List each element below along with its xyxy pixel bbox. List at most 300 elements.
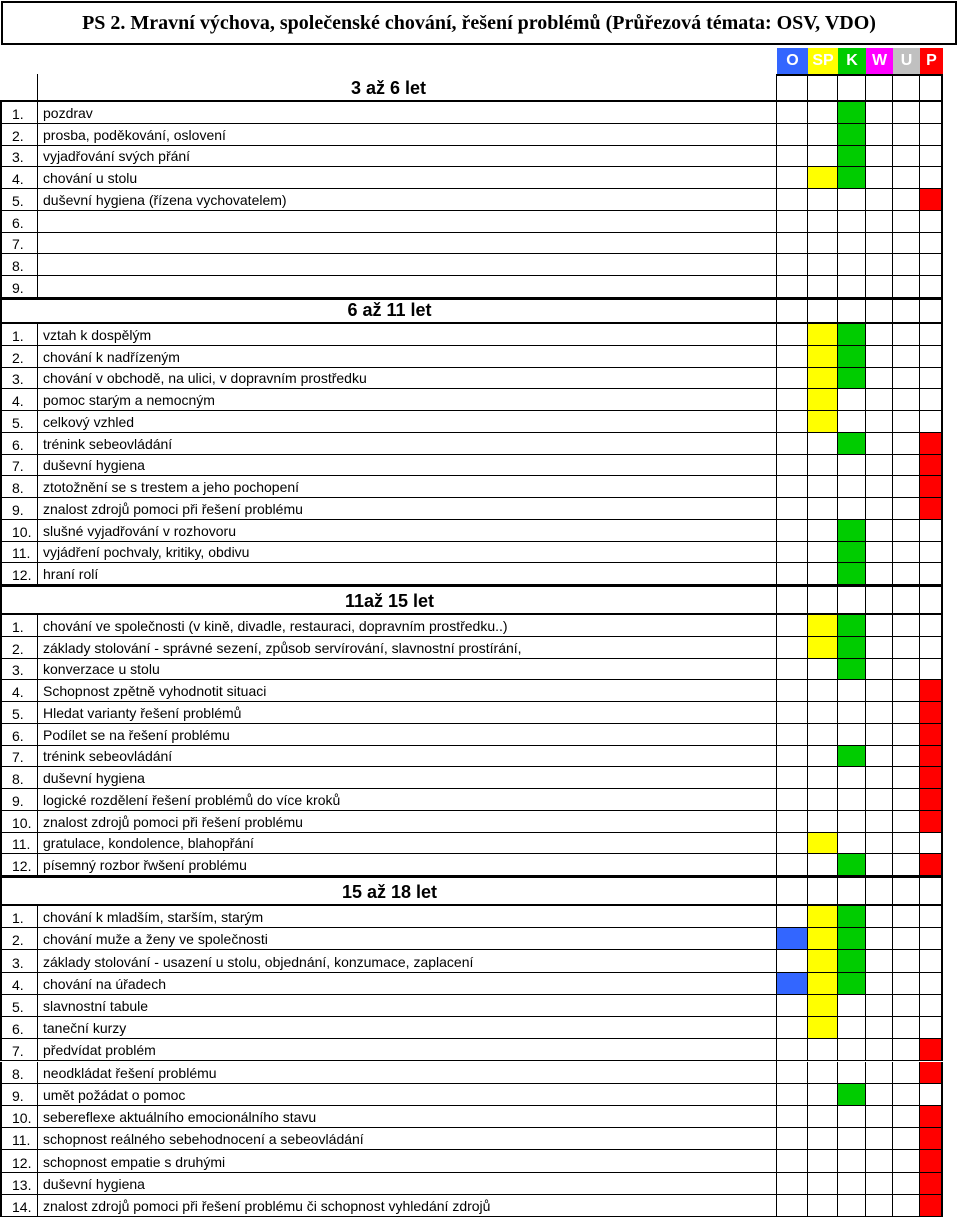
- row-number: 1.: [0, 324, 38, 346]
- mark-empty: [866, 542, 893, 564]
- mark-empty: [777, 746, 808, 768]
- row-text: chování ve společnosti (v kině, divadle, restauraci, dopravním prostředku..): [38, 615, 777, 637]
- row-text: pozdrav: [38, 102, 777, 124]
- mark-k-filled: [838, 950, 866, 972]
- row-number: 5.: [0, 189, 38, 211]
- mark-empty: [808, 433, 838, 455]
- row-number: 12.: [0, 563, 38, 585]
- mark-empty: [920, 659, 943, 681]
- mark-empty: [866, 124, 893, 146]
- mark-empty: [838, 1150, 866, 1172]
- mark-p-filled: [920, 1062, 943, 1084]
- mark-empty: [866, 637, 893, 659]
- row-number: 7.: [0, 455, 38, 477]
- mark-empty: [920, 1017, 943, 1039]
- row-number: 9.: [0, 789, 38, 811]
- column-header-k: K: [838, 48, 866, 74]
- row-number: 1.: [0, 615, 38, 637]
- mark-empty: [838, 1039, 866, 1061]
- row-number: 12.: [0, 1150, 38, 1172]
- mark-sp-filled: [808, 928, 838, 950]
- mark-p-filled: [920, 746, 943, 768]
- mark-empty: [893, 346, 920, 368]
- mark-k-filled: [838, 146, 866, 168]
- mark-empty: [808, 789, 838, 811]
- mark-empty: [920, 167, 943, 189]
- mark-empty: [893, 702, 920, 724]
- row-number: 11.: [0, 833, 38, 855]
- row-number: 14.: [0, 1195, 38, 1217]
- mark-empty: [777, 520, 808, 542]
- mark-k-filled: [838, 346, 866, 368]
- mark-empty: [866, 233, 893, 255]
- row-text: slavnostní tabule: [38, 995, 777, 1017]
- mark-empty: [920, 833, 943, 855]
- mark-p-filled: [920, 724, 943, 746]
- mark-empty: [920, 211, 943, 233]
- row-text: logické rozdělení řešení problémů do více kroků: [38, 789, 777, 811]
- mark-empty: [838, 389, 866, 411]
- mark-empty: [838, 1106, 866, 1128]
- row-text: [38, 254, 777, 276]
- mark-empty: [838, 995, 866, 1017]
- mark-k-filled: [838, 563, 866, 585]
- mark-empty: [808, 1062, 838, 1084]
- mark-empty: [777, 433, 808, 455]
- row-text: znalost zdrojů pomoci při řešení problému či schopnost vyhledání zdrojů: [38, 1195, 777, 1217]
- mark-empty: [893, 680, 920, 702]
- mark-empty: [777, 102, 808, 124]
- heading-mark-cell: [920, 876, 943, 906]
- mark-empty: [838, 767, 866, 789]
- row-number: 10.: [0, 811, 38, 833]
- mark-empty: [893, 1128, 920, 1150]
- mark-empty: [920, 995, 943, 1017]
- mark-empty: [838, 411, 866, 433]
- mark-empty: [866, 854, 893, 876]
- mark-empty: [866, 1173, 893, 1195]
- row-text: schopnost empatie s druhými: [38, 1150, 777, 1172]
- mark-sp-filled: [808, 973, 838, 995]
- mark-empty: [893, 973, 920, 995]
- mark-empty: [920, 973, 943, 995]
- heading-mark-cell: [893, 876, 920, 906]
- mark-o-filled: [777, 928, 808, 950]
- mark-empty: [920, 615, 943, 637]
- mark-k-filled: [838, 1084, 866, 1106]
- row-text: duševní hygiena: [38, 1173, 777, 1195]
- section-heading: 11až 15 let: [0, 585, 777, 615]
- mark-empty: [866, 146, 893, 168]
- mark-k-filled: [838, 973, 866, 995]
- mark-empty: [893, 389, 920, 411]
- row-text: neodkládat řešení problému: [38, 1062, 777, 1084]
- mark-empty: [893, 950, 920, 972]
- mark-empty: [920, 542, 943, 564]
- mark-empty: [808, 702, 838, 724]
- mark-empty: [838, 833, 866, 855]
- mark-empty: [866, 520, 893, 542]
- mark-k-filled: [838, 324, 866, 346]
- mark-empty: [808, 542, 838, 564]
- mark-empty: [893, 124, 920, 146]
- mark-k-filled: [838, 615, 866, 637]
- mark-empty: [866, 211, 893, 233]
- mark-k-filled: [838, 542, 866, 564]
- mark-empty: [866, 950, 893, 972]
- mark-empty: [893, 276, 920, 298]
- heading-mark-cell: [838, 298, 866, 324]
- mark-empty: [838, 702, 866, 724]
- heading-mark-cell: [808, 876, 838, 906]
- mark-empty: [838, 1128, 866, 1150]
- heading-mark-cell: [838, 74, 866, 102]
- mark-p-filled: [920, 476, 943, 498]
- mark-sp-filled: [808, 637, 838, 659]
- mark-empty: [866, 498, 893, 520]
- mark-empty: [838, 211, 866, 233]
- mark-empty: [777, 276, 808, 298]
- mark-empty: [777, 702, 808, 724]
- mark-empty: [866, 906, 893, 928]
- mark-empty: [808, 854, 838, 876]
- mark-sp-filled: [808, 167, 838, 189]
- mark-empty: [866, 1039, 893, 1061]
- row-text: předvídat problém: [38, 1039, 777, 1061]
- mark-empty: [777, 124, 808, 146]
- row-text: taneční kurzy: [38, 1017, 777, 1039]
- mark-k-filled: [838, 368, 866, 390]
- row-text: chování muže a ženy ve společnosti: [38, 928, 777, 950]
- row-number: 2.: [0, 124, 38, 146]
- mark-empty: [808, 276, 838, 298]
- heading-mark-cell: [777, 298, 808, 324]
- mark-empty: [808, 1084, 838, 1106]
- mark-empty: [838, 1195, 866, 1217]
- row-number: 6.: [0, 724, 38, 746]
- mark-empty: [893, 1084, 920, 1106]
- mark-empty: [838, 276, 866, 298]
- mark-p-filled: [920, 1128, 943, 1150]
- mark-empty: [866, 189, 893, 211]
- mark-k-filled: [838, 124, 866, 146]
- mark-p-filled: [920, 854, 943, 876]
- row-number: 9.: [0, 498, 38, 520]
- section-heading: 3 až 6 let: [0, 74, 777, 102]
- mark-empty: [866, 1106, 893, 1128]
- row-number: 4.: [0, 973, 38, 995]
- row-number: 4.: [0, 680, 38, 702]
- mark-empty: [808, 1150, 838, 1172]
- mark-empty: [808, 1106, 838, 1128]
- mark-empty: [808, 498, 838, 520]
- mark-empty: [893, 1039, 920, 1061]
- mark-empty: [893, 995, 920, 1017]
- mark-empty: [777, 615, 808, 637]
- mark-empty: [777, 211, 808, 233]
- mark-empty: [808, 1195, 838, 1217]
- mark-empty: [866, 995, 893, 1017]
- mark-empty: [777, 189, 808, 211]
- row-text: základy stolování - správné sezení, způsob servírování, slavnostní prostírání,: [38, 637, 777, 659]
- mark-empty: [866, 167, 893, 189]
- section-heading: 6 až 11 let: [0, 298, 777, 324]
- mark-empty: [893, 189, 920, 211]
- mark-empty: [866, 1128, 893, 1150]
- mark-empty: [838, 1173, 866, 1195]
- row-number: 13.: [0, 1173, 38, 1195]
- mark-empty: [777, 455, 808, 477]
- mark-empty: [893, 854, 920, 876]
- column-header-p: P: [920, 48, 943, 74]
- mark-empty: [838, 1017, 866, 1039]
- row-text: vyjadřování svých přání: [38, 146, 777, 168]
- row-number: 6.: [0, 211, 38, 233]
- row-text: Schopnost zpětně vyhodnotit situaci: [38, 680, 777, 702]
- mark-empty: [777, 563, 808, 585]
- column-header-w: W: [866, 48, 893, 74]
- mark-sp-filled: [808, 615, 838, 637]
- mark-empty: [893, 833, 920, 855]
- mark-empty: [866, 276, 893, 298]
- section-heading: 15 až 18 let: [0, 876, 777, 906]
- row-text: chování v obchodě, na ulici, v dopravním prostředku: [38, 368, 777, 390]
- mark-empty: [893, 906, 920, 928]
- mark-sp-filled: [808, 1017, 838, 1039]
- mark-p-filled: [920, 1106, 943, 1128]
- mark-empty: [777, 680, 808, 702]
- mark-empty: [808, 563, 838, 585]
- mark-empty: [920, 563, 943, 585]
- mark-empty: [808, 811, 838, 833]
- mark-p-filled: [920, 680, 943, 702]
- heading-mark-cell: [838, 876, 866, 906]
- mark-empty: [893, 411, 920, 433]
- row-text: základy stolování - usazení u stolu, objednání, konzumace, zaplacení: [38, 950, 777, 972]
- mark-p-filled: [920, 702, 943, 724]
- mark-empty: [777, 254, 808, 276]
- mark-empty: [838, 254, 866, 276]
- mark-empty: [838, 233, 866, 255]
- row-number: 3.: [0, 146, 38, 168]
- mark-empty: [808, 1039, 838, 1061]
- mark-empty: [866, 368, 893, 390]
- row-text: chování k mladším, starším, starým: [38, 906, 777, 928]
- row-text: trénink sebeovládání: [38, 746, 777, 768]
- row-text: chování na úřadech: [38, 973, 777, 995]
- row-number: 5.: [0, 995, 38, 1017]
- row-number: 10.: [0, 520, 38, 542]
- mark-sp-filled: [808, 950, 838, 972]
- row-number: 2.: [0, 346, 38, 368]
- row-text: duševní hygiena (řízena vychovatelem): [38, 189, 777, 211]
- mark-sp-filled: [808, 324, 838, 346]
- mark-empty: [838, 189, 866, 211]
- mark-empty: [866, 724, 893, 746]
- mark-empty: [866, 1084, 893, 1106]
- mark-empty: [777, 1150, 808, 1172]
- mark-empty: [893, 659, 920, 681]
- mark-k-filled: [838, 746, 866, 768]
- row-text: znalost zdrojů pomoci při řešení problému: [38, 811, 777, 833]
- mark-empty: [920, 102, 943, 124]
- mark-empty: [893, 811, 920, 833]
- heading-mark-cell: [866, 876, 893, 906]
- mark-empty: [777, 1128, 808, 1150]
- row-number: 5.: [0, 411, 38, 433]
- mark-empty: [777, 1062, 808, 1084]
- row-number: 1.: [0, 102, 38, 124]
- mark-empty: [893, 1195, 920, 1217]
- mark-empty: [866, 767, 893, 789]
- mark-empty: [838, 680, 866, 702]
- mark-empty: [893, 1150, 920, 1172]
- row-number: 8.: [0, 476, 38, 498]
- mark-empty: [893, 324, 920, 346]
- mark-empty: [866, 433, 893, 455]
- heading-mark-cell: [866, 74, 893, 102]
- mark-empty: [893, 520, 920, 542]
- row-number: 7.: [0, 233, 38, 255]
- mark-empty: [866, 563, 893, 585]
- row-text: vyjádření pochvaly, kritiky, obdivu: [38, 542, 777, 564]
- mark-sp-filled: [808, 995, 838, 1017]
- mark-empty: [866, 1195, 893, 1217]
- mark-empty: [893, 1062, 920, 1084]
- row-text: znalost zdrojů pomoci při řešení problému: [38, 498, 777, 520]
- mark-empty: [866, 1062, 893, 1084]
- mark-p-filled: [920, 1150, 943, 1172]
- mark-empty: [866, 324, 893, 346]
- mark-empty: [893, 146, 920, 168]
- row-text: prosba, poděkování, oslovení: [38, 124, 777, 146]
- mark-empty: [893, 724, 920, 746]
- heading-mark-cell: [866, 298, 893, 324]
- mark-k-filled: [838, 102, 866, 124]
- heading-mark-cell: [920, 585, 943, 615]
- mark-empty: [777, 146, 808, 168]
- mark-empty: [808, 746, 838, 768]
- mark-empty: [893, 433, 920, 455]
- mark-empty: [893, 1106, 920, 1128]
- row-text: slušné vyjadřování v rozhovoru: [38, 520, 777, 542]
- mark-empty: [808, 659, 838, 681]
- mark-empty: [866, 254, 893, 276]
- mark-empty: [866, 789, 893, 811]
- mark-empty: [838, 811, 866, 833]
- mark-empty: [777, 811, 808, 833]
- mark-empty: [808, 102, 838, 124]
- row-text: celkový vzhled: [38, 411, 777, 433]
- mark-empty: [838, 789, 866, 811]
- mark-empty: [777, 724, 808, 746]
- mark-sp-filled: [808, 833, 838, 855]
- marks-left-border: [776, 74, 777, 1217]
- row-text: schopnost reálného sebehodnocení a sebeovládání: [38, 1128, 777, 1150]
- mark-empty: [866, 833, 893, 855]
- mark-p-filled: [920, 767, 943, 789]
- mark-empty: [866, 476, 893, 498]
- mark-empty: [777, 368, 808, 390]
- mark-empty: [920, 950, 943, 972]
- row-text: chování k nadřízeným: [38, 346, 777, 368]
- row-text: gratulace, kondolence, blahopřání: [38, 833, 777, 855]
- mark-empty: [893, 498, 920, 520]
- row-number: 8.: [0, 767, 38, 789]
- mark-sp-filled: [808, 346, 838, 368]
- mark-empty: [893, 233, 920, 255]
- mark-empty: [777, 854, 808, 876]
- mark-empty: [920, 233, 943, 255]
- mark-empty: [777, 167, 808, 189]
- mark-empty: [920, 637, 943, 659]
- mark-empty: [838, 455, 866, 477]
- mark-k-filled: [838, 433, 866, 455]
- mark-empty: [893, 1173, 920, 1195]
- mark-empty: [866, 102, 893, 124]
- mark-empty: [920, 1084, 943, 1106]
- mark-empty: [920, 346, 943, 368]
- mark-empty: [866, 615, 893, 637]
- row-number: 7.: [0, 746, 38, 768]
- mark-p-filled: [920, 498, 943, 520]
- row-number: 11.: [0, 1128, 38, 1150]
- mark-p-filled: [920, 433, 943, 455]
- row-number: 4.: [0, 167, 38, 189]
- column-header-sp: SP: [808, 48, 838, 74]
- row-text: sebereflexe aktuálního emocionálního stavu: [38, 1106, 777, 1128]
- heading-mark-cell: [777, 585, 808, 615]
- row-text: konverzace u stolu: [38, 659, 777, 681]
- mark-p-filled: [920, 455, 943, 477]
- mark-empty: [893, 928, 920, 950]
- mark-empty: [920, 411, 943, 433]
- mark-empty: [920, 928, 943, 950]
- mark-empty: [893, 767, 920, 789]
- mark-p-filled: [920, 1173, 943, 1195]
- row-text: Podílet se na řešení problému: [38, 724, 777, 746]
- mark-empty: [920, 146, 943, 168]
- mark-empty: [866, 680, 893, 702]
- row-number: 11.: [0, 542, 38, 564]
- mark-empty: [777, 1017, 808, 1039]
- heading-mark-cell: [838, 585, 866, 615]
- mark-empty: [777, 1084, 808, 1106]
- mark-empty: [777, 389, 808, 411]
- mark-empty: [866, 746, 893, 768]
- mark-p-filled: [920, 789, 943, 811]
- mark-empty: [777, 995, 808, 1017]
- mark-empty: [808, 724, 838, 746]
- heading-mark-cell: [777, 876, 808, 906]
- row-number: 5.: [0, 702, 38, 724]
- mark-empty: [838, 476, 866, 498]
- mark-empty: [808, 455, 838, 477]
- mark-empty: [808, 767, 838, 789]
- mark-empty: [808, 520, 838, 542]
- mark-empty: [777, 411, 808, 433]
- mark-empty: [893, 476, 920, 498]
- mark-empty: [777, 476, 808, 498]
- mark-k-filled: [838, 906, 866, 928]
- mark-empty: [808, 189, 838, 211]
- row-text: duševní hygiena: [38, 455, 777, 477]
- row-number: 9.: [0, 1084, 38, 1106]
- mark-empty: [893, 563, 920, 585]
- row-number: 12.: [0, 854, 38, 876]
- row-number: 3.: [0, 659, 38, 681]
- mark-empty: [777, 659, 808, 681]
